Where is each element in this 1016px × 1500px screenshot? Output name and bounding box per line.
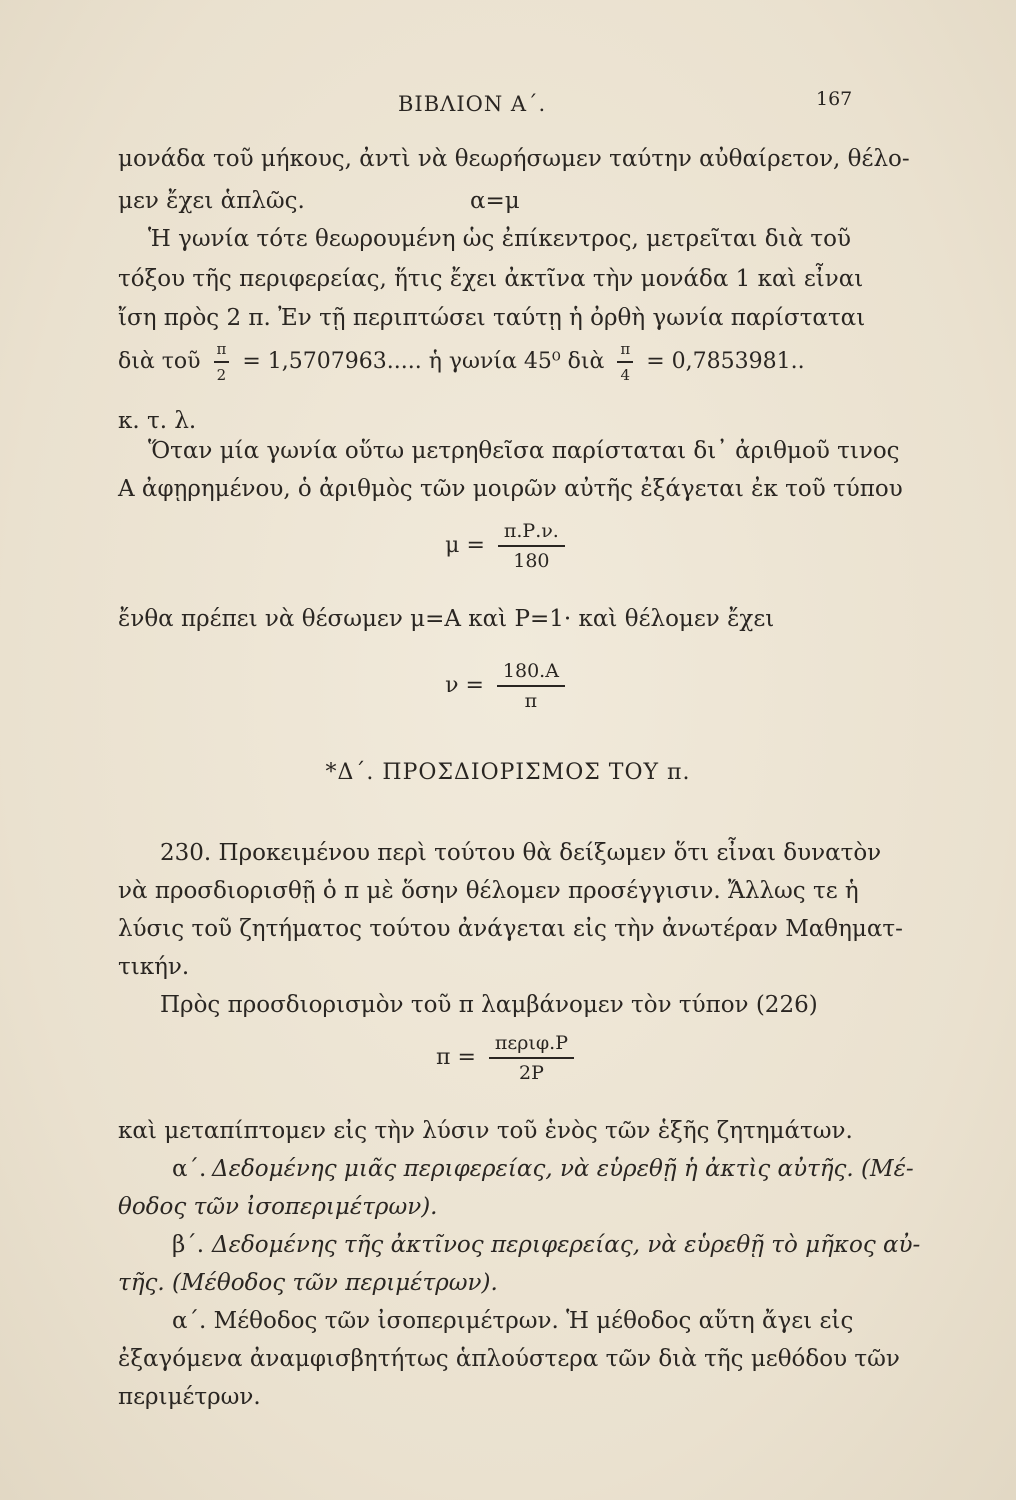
fraction-numerator: π [214,340,230,363]
fraction-denominator: 2 [216,366,227,384]
formula-fraction [489,1032,574,1084]
equation-line [118,340,805,384]
formula-pi [0,1032,1016,1084]
text-line: 230. Προκειμένου περὶ τούτου θὰ δείξωμεν ὅτι εἶναι δυνατὸν [160,840,882,866]
page-header [0,82,1016,122]
text-line: τικήν. [118,954,190,980]
fraction-numerator: π.Ρ.ν. [498,520,565,547]
page-number: 167 [816,88,853,110]
text-line: θοδος τῶν ἰσοπεριμέτρων). [118,1194,438,1220]
equation-text: = 1,5707963..... ἡ γωνία 45⁰ διὰ [242,349,605,374]
text-line: καὶ μεταπίπτομεν εἰς τὴν λύσιν τοῦ ἑνὸς τῶν ἑξῆς ζητημάτων. [118,1118,853,1144]
text-line: Δεδομένης μιᾶς περιφερείας, νὰ εὑρεθῇ ἡ ἀκτὶς αὐτῆς. (Μέ- [212,1156,914,1182]
fraction-denominator: 2Ρ [519,1062,544,1084]
list-item-label: α΄. [172,1156,207,1182]
formula-lhs: μ = [445,533,485,558]
text-line: λύσις τοῦ ζητήματος τούτου ἀνάγεται εἰς τὴν ἀνωτέραν Μαθηματ- [118,916,903,942]
formula-lhs: π = [436,1045,476,1070]
text-line: τῆς. (Μέθοδος τῶν περιμέτρων). [118,1270,498,1296]
formula-lhs: ν = [445,673,484,698]
text-line: κ. τ. λ. [118,408,197,434]
text-line: Πρὸς προσδιορισμὸν τοῦ π λαμβάνομεν τὸν τύπον (226) [160,992,818,1018]
text-line: Ὅταν μία γωνία οὕτω μετρηθεῖσα παρίσταται δι᾽ ἀριθμοῦ τινος [148,438,900,464]
inline-equation: α=μ [470,188,520,214]
text-line: μεν ἔχει ἁπλῶς. [118,188,305,214]
fraction-denominator: 180 [513,550,550,572]
text-line: τόξου τῆς περιφερείας, ἥτις ἔχει ἀκτῖνα τὴν μονάδα 1 καὶ εἶναι [118,266,864,292]
formula-mu [0,520,1016,572]
text-line: α΄. Μέθοδος τῶν ἰσοπεριμέτρων. Ἡ μέθοδος αὕτη ἄγει εἰς [172,1308,854,1334]
fraction-pi-over-2 [214,340,230,384]
text-line: περιμέτρων. [118,1384,261,1410]
text-line: μονάδα τοῦ μήκους, ἀντὶ νὰ θεωρήσωμεν ταύτην αὐθαίρετον, θέλο- [118,146,910,172]
section-heading: *Δ΄. ΠΡΟΣΔΙΟΡΙΣΜΟΣ ΤΟΥ π. [325,760,691,785]
text-line: ἴση πρὸς 2 π. Ἐν τῇ περιπτώσει ταύτῃ ἡ ὀρθὴ γωνία παρίσταται [118,305,866,331]
text-line: Ἡ γωνία τότε θεωρουμένη ὡς ἐπίκεντρος, μετρεῖται διὰ τοῦ [148,226,851,252]
text-line: νὰ προσδιορισθῇ ὁ π μὲ ὅσην θέλομεν προσέγγισιν. Ἄλλως τε ἡ [118,878,859,904]
text-line: Δεδομένης τῆς ἀκτῖνος περιφερείας, νὰ εὑρεθῇ τὸ μῆκος αὐ- [212,1232,921,1258]
formula-fraction [498,520,565,572]
formula-fraction [497,660,565,712]
list-item-label: β΄. [172,1232,205,1258]
fraction-denominator: 4 [620,366,631,384]
text-line: Α ἀφῃρημένου, ὁ ἀριθμὸς τῶν μοιρῶν αὐτῆς ἐξάγεται ἐκ τοῦ τύπου [118,476,903,502]
equation-text: διὰ τοῦ [118,349,201,374]
text-line: ἐξαγόμενα ἀναμφισβητήτως ἁπλούστερα τῶν διὰ τῆς μεθόδου τῶν [118,1346,900,1372]
fraction-denominator: π [524,690,538,712]
fraction-numerator: περιφ.Ρ [489,1032,574,1059]
formula-nu [0,660,1016,712]
text-line: ἔνθα πρέπει νὰ θέσωμεν μ=Α καὶ Ρ=1· καὶ θέλομεν ἔχει [118,606,775,632]
equation-text: = 0,7853981.. [646,349,805,374]
fraction-numerator: 180.Α [497,660,565,687]
fraction-numerator: π [617,340,633,363]
fraction-pi-over-4 [617,340,633,384]
running-title: ΒΙΒΛΙΟΝ Α΄. [398,92,547,116]
